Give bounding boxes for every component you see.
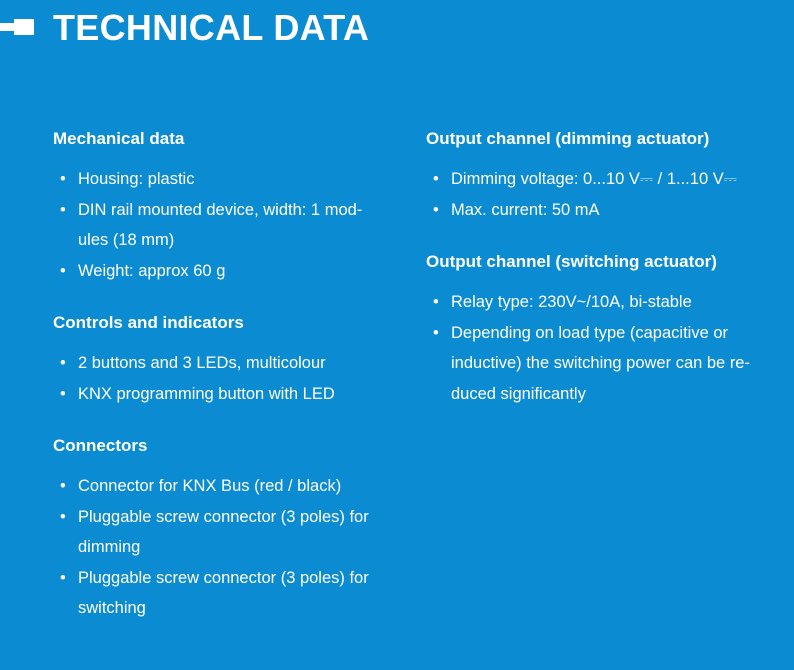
right-column bbox=[426, 128, 788, 435]
section-heading: Connectors bbox=[53, 436, 148, 455]
section-mechanical-data bbox=[53, 128, 403, 286]
list-item: • Depending on load type (capacitive or inductive) the switching power can be re- duced significantly bbox=[426, 318, 788, 410]
plug-icon bbox=[0, 10, 36, 46]
bullet-list bbox=[426, 164, 788, 225]
list-item: • Pluggable screw connector (3 poles) for dimming bbox=[53, 502, 403, 563]
list-item: • Housing: plastic bbox=[53, 164, 403, 195]
list-item: • Pluggable screw connector (3 poles) for switching bbox=[53, 563, 403, 624]
bullet-list bbox=[53, 471, 403, 624]
page-header bbox=[0, 7, 794, 50]
section-connectors bbox=[53, 435, 403, 624]
section-controls-indicators bbox=[53, 312, 403, 409]
list-item: • Max. current: 50 mA bbox=[426, 195, 788, 226]
list-item: • Dimming voltage: 0...10 V⎓ / 1...10 V⎓ bbox=[426, 164, 788, 195]
section-heading: Output channel (switching actuator) bbox=[426, 252, 717, 271]
left-column bbox=[53, 128, 403, 650]
list-item: • Weight: approx 60 g bbox=[53, 256, 403, 287]
section-switching-actuator bbox=[426, 251, 788, 409]
bullet-list bbox=[53, 164, 403, 286]
section-heading: Controls and indicators bbox=[53, 313, 244, 332]
section-heading: Output channel (dimming actuator) bbox=[426, 129, 710, 148]
list-item: • 2 buttons and 3 LEDs, multicolour bbox=[53, 348, 403, 379]
list-item: • DIN rail mounted device, width: 1 mod- ules (18 mm) bbox=[53, 195, 403, 256]
page-title: TECHNICAL DATA bbox=[53, 7, 370, 48]
list-item: • Relay type: 230V~/10A, bi-stable bbox=[426, 287, 788, 318]
section-dimming-actuator bbox=[426, 128, 788, 225]
section-heading: Mechanical data bbox=[53, 129, 185, 148]
bullet-list bbox=[53, 348, 403, 409]
list-item: • Connector for KNX Bus (red / black) bbox=[53, 471, 403, 502]
list-item: • KNX programming button with LED bbox=[53, 379, 403, 410]
bullet-list bbox=[426, 287, 788, 409]
